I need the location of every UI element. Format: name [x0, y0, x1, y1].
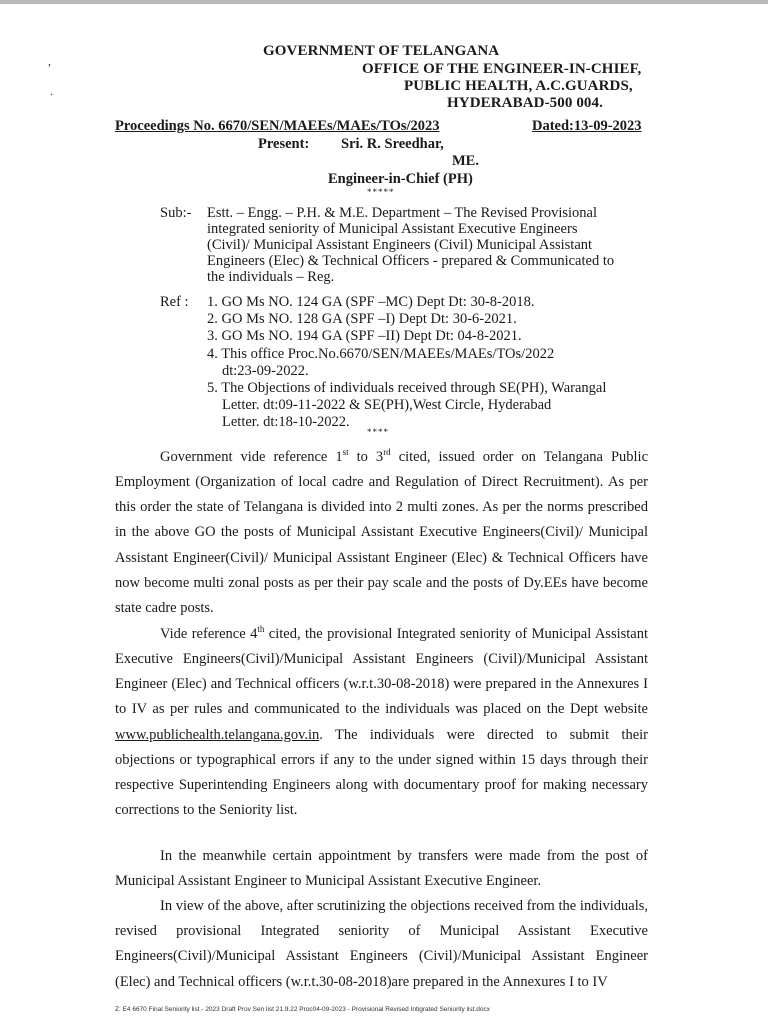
subject-text	[207, 205, 648, 285]
subject-line: the individuals – Reg.	[207, 269, 335, 285]
subject-line: integrated seniority of Municipal Assistant Executive Engineers	[207, 221, 578, 237]
reference-item-cont: Letter. dt:18-10-2022.	[222, 414, 350, 430]
ordinal-suffix: th	[257, 624, 265, 634]
govt-title: GOVERNMENT OF TELANGANA	[263, 43, 500, 59]
proceedings-date: Dated:13-09-2023	[532, 118, 642, 134]
scan-top-edge	[0, 0, 768, 4]
present-designation: Engineer-in-Chief (PH)	[328, 171, 473, 187]
reference-label: Ref :	[160, 294, 189, 310]
dept-website-link[interactable]: www.publichealth.telangana.gov.in	[115, 726, 320, 743]
present-name: Sri. R. Sreedhar,	[341, 136, 444, 152]
scan-mark: .	[50, 84, 53, 98]
present-degree: ME.	[452, 153, 479, 169]
reference-item: 3. GO Ms NO. 194 GA (SPF –II) Dept Dt: 04-8-2021.	[207, 328, 522, 344]
separator-stars: *****	[367, 187, 395, 197]
subject-label: Sub:-	[160, 205, 192, 221]
body-paragraph-4: In view of the above, after scrutinizing the objections received from the individuals, revised provisional Integrated seniority of Municipal Assistant Executive Engineers(Civil)/Municipal Assistant Engineers (Civil)/Municipal Assistant Engineer (Elec) and Technical officers (w.r.t.30-08-2018)are prepared in the Annexures I to IV	[115, 898, 648, 990]
separator-stars: ****	[367, 427, 389, 437]
office-address: HYDERABAD-500 004.	[447, 95, 603, 111]
office-title: OFFICE OF THE ENGINEER-IN-CHIEF,	[362, 61, 642, 77]
scan-mark: ,	[48, 54, 51, 68]
reference-item-cont: Letter. dt:09-11-2022 & SE(PH),West Circle, Hyderabad	[222, 397, 552, 413]
proceedings-number: Proceedings No. 6670/SEN/MAEEs/MAEs/TOs/2023	[115, 118, 440, 134]
footer-file-path: Z: E4 6670 Final Seniority list - 2023 Draft Prov Sen list 21.9.22 Proc04-09-2023 - Provisional Revised Intigrated Seniority list.docx	[115, 1006, 491, 1013]
reference-item-cont: dt:23-09-2022.	[222, 363, 309, 379]
ordinal-suffix: rd	[383, 447, 391, 457]
subject-line: Estt. – Engg. – P.H. & M.E. Department – The Revised Provisional	[207, 205, 597, 221]
body-paragraph-3: In the meanwhile certain appointment by transfers were made from the post of Municipal Assistant Engineer to Municipal Assistant Executive Engineer.	[115, 848, 648, 890]
subject-line: (Civil)/ Municipal Assistant Engineers (Civil) Municipal Assistant	[207, 237, 593, 253]
present-label: Present:	[258, 136, 310, 152]
office-subtitle: PUBLIC HEALTH, A.C.GUARDS,	[404, 78, 633, 94]
reference-item: 4. This office Proc.No.6670/SEN/MAEEs/MAEs/TOs/2022	[207, 346, 555, 362]
reference-item: 1. GO Ms NO. 124 GA (SPF –MC) Dept Dt: 30-8-2018.	[207, 294, 535, 310]
ordinal-suffix: st	[342, 447, 349, 457]
reference-item: 5. The Objections of individuals received through SE(PH), Warangal	[207, 380, 607, 396]
reference-item: 2. GO Ms NO. 128 GA (SPF –I) Dept Dt: 30-6-2021.	[207, 311, 517, 327]
body-paragraph-1: Government vide reference 1st to 3rd cited, issued order on Telangana Public Employment (Organization of local cadre and Regulation of Direct Recruitment). As per this order the state of Telangana is divided into 2 multi zones. As per the norms prescribed in the above GO the posts of Municipal Assistant Executive Engineers(Civil)/ Municipal Assistant Engineer(Civil)/ Municipal Assistant Engineer (Elec) & Technical Officers have now become multi zonal posts as per their pay scale and the posts of Dy.EEs have become state cadre posts.	[115, 447, 649, 617]
body-paragraph-2: Vide reference 4th cited, the provisional Integrated seniority of Municipal Assistant Executive Engineers(Civil)/Municipal Assistant Engineers (Civil)/Municipal Assistant Engineer (Elec) and Technical officers (w.r.t.30-08-2018) were prepared in the Annexures I to IV as per rules and communicated to the individuals was placed on the Dept website www.publichealth.telangana.gov.in. The individuals were directed to submit their objections or typographical errors if any to the under signed within 15 days through their respective Superintending Engineers along with documentary proof for making necessary corrections to the Seniority list.	[115, 624, 649, 819]
subject-line: Engineers (Elec) & Technical Officers - prepared & Communicated to	[207, 253, 615, 269]
